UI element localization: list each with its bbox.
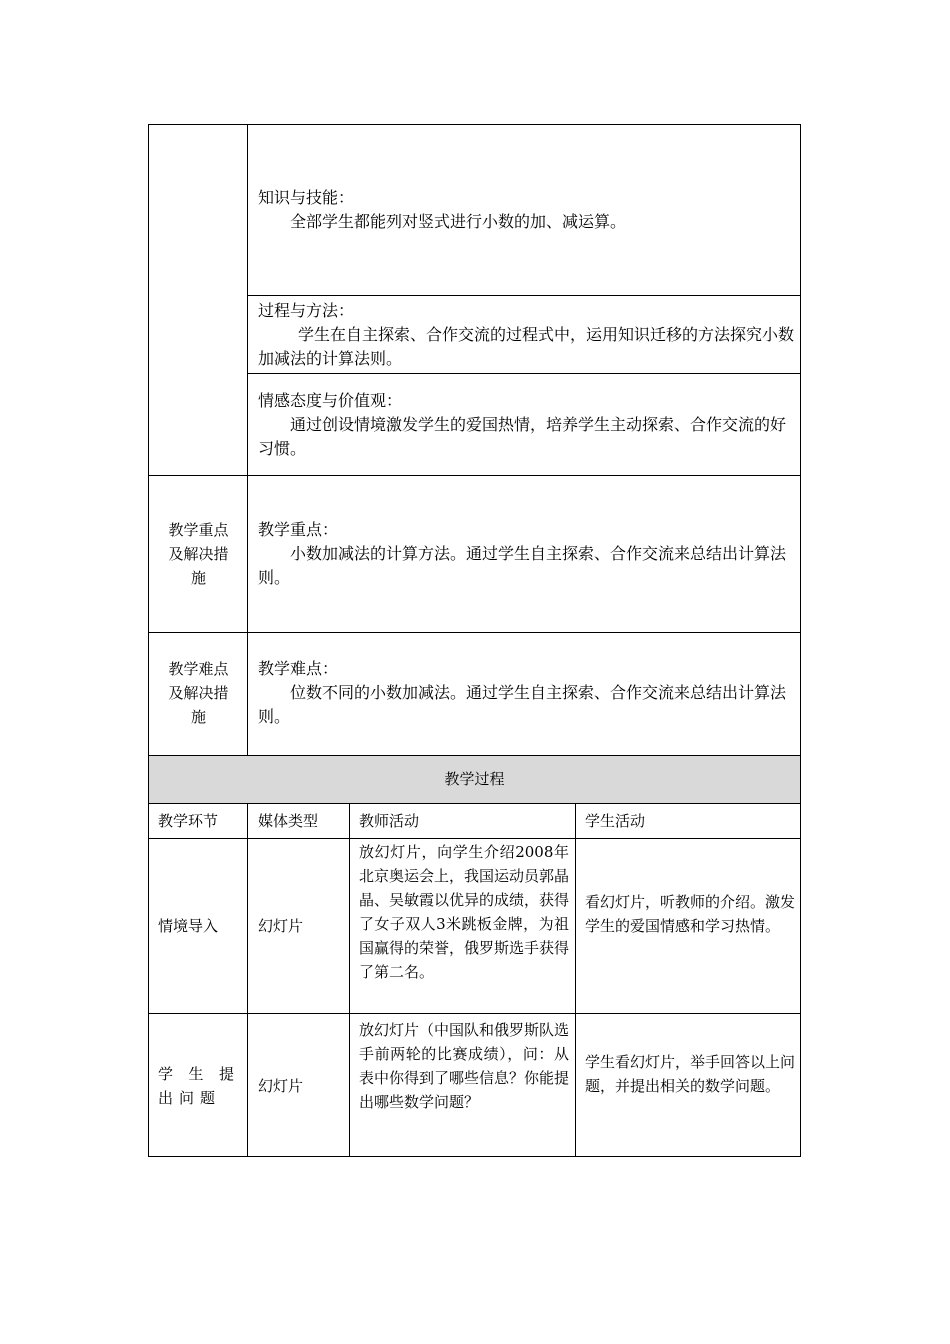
objective-knowledge-heading: 知识与技能： bbox=[258, 188, 355, 207]
key-point-label: 教学重点及解决措施 bbox=[168, 521, 229, 587]
row-divider bbox=[247, 373, 801, 374]
difficult-point-content bbox=[258, 657, 794, 729]
row1-stage: 情境导入 bbox=[158, 917, 219, 935]
difficult-point-section bbox=[148, 632, 801, 756]
difficult-point-body: 位数不同的小数加减法。通过学生自主探索、合作交流来总结出计算法则。 bbox=[258, 683, 787, 726]
header-stage: 教学环节 bbox=[158, 812, 219, 830]
column-divider bbox=[247, 804, 248, 1156]
difficult-point-heading: 教学难点： bbox=[258, 659, 339, 678]
process-title-bar bbox=[148, 755, 801, 804]
objective-process-heading: 过程与方法： bbox=[258, 301, 355, 320]
column-divider bbox=[349, 804, 350, 1156]
objective-emotion-heading: 情感态度与价值观： bbox=[258, 391, 403, 410]
row2-teacher: 放幻灯片（中国队和俄罗斯队选手前两轮的比赛成绩），问：从表中你得到了哪些信息？你能提出哪些数学问题？ bbox=[359, 1021, 570, 1111]
header-teacher: 教师活动 bbox=[359, 812, 420, 830]
header-student: 学生活动 bbox=[585, 812, 646, 830]
row2-stage: 学生提出问题 bbox=[158, 1065, 240, 1107]
objective-knowledge-body: 全部学生都能列对竖式进行小数的加、减运算。 bbox=[290, 212, 627, 231]
row2-media: 幻灯片 bbox=[258, 1077, 304, 1095]
row-divider bbox=[149, 838, 800, 839]
key-point-section bbox=[148, 475, 801, 633]
row1-teacher: 放幻灯片，向学生介绍2008年北京奥运会上，我国运动员郭晶晶、吴敏霞以优异的成绩，获得了女子双人3米跳板金牌，为祖国赢得的荣誉，俄罗斯选手获得了第二名。 bbox=[359, 843, 570, 981]
row-divider bbox=[149, 1013, 800, 1014]
difficult-point-label: 教学难点及解决措施 bbox=[168, 660, 229, 726]
row2-student: 学生看幻灯片，举手回答以上问题，并提出相关的数学问题。 bbox=[585, 1053, 796, 1095]
row-divider bbox=[247, 295, 801, 296]
key-point-body: 小数加减法的计算方法。通过学生自主探索、合作交流来总结出计算法则。 bbox=[258, 544, 787, 587]
objective-emotion-body: 通过创设情境激发学生的爱国热情，培养学生主动探索、合作交流的好习惯。 bbox=[258, 415, 787, 458]
row1-student: 看幻灯片，听教师的介绍。激发学生的爱国情感和学习热情。 bbox=[585, 893, 796, 935]
objective-emotion bbox=[258, 389, 794, 461]
objective-process-body: 学生在自主探索、合作交流的过程式中，运用知识迁移的方法探究小数加减法的计算法则。 bbox=[258, 325, 795, 368]
objective-knowledge bbox=[258, 186, 794, 234]
column-divider bbox=[575, 804, 576, 1156]
key-point-content bbox=[258, 518, 794, 590]
column-divider bbox=[247, 125, 248, 475]
objective-process bbox=[258, 299, 794, 371]
key-point-heading: 教学重点： bbox=[258, 520, 339, 539]
header-media: 媒体类型 bbox=[258, 812, 319, 830]
process-table bbox=[148, 803, 801, 1157]
row1-media: 幻灯片 bbox=[258, 917, 304, 935]
process-title: 教学过程 bbox=[444, 770, 505, 788]
